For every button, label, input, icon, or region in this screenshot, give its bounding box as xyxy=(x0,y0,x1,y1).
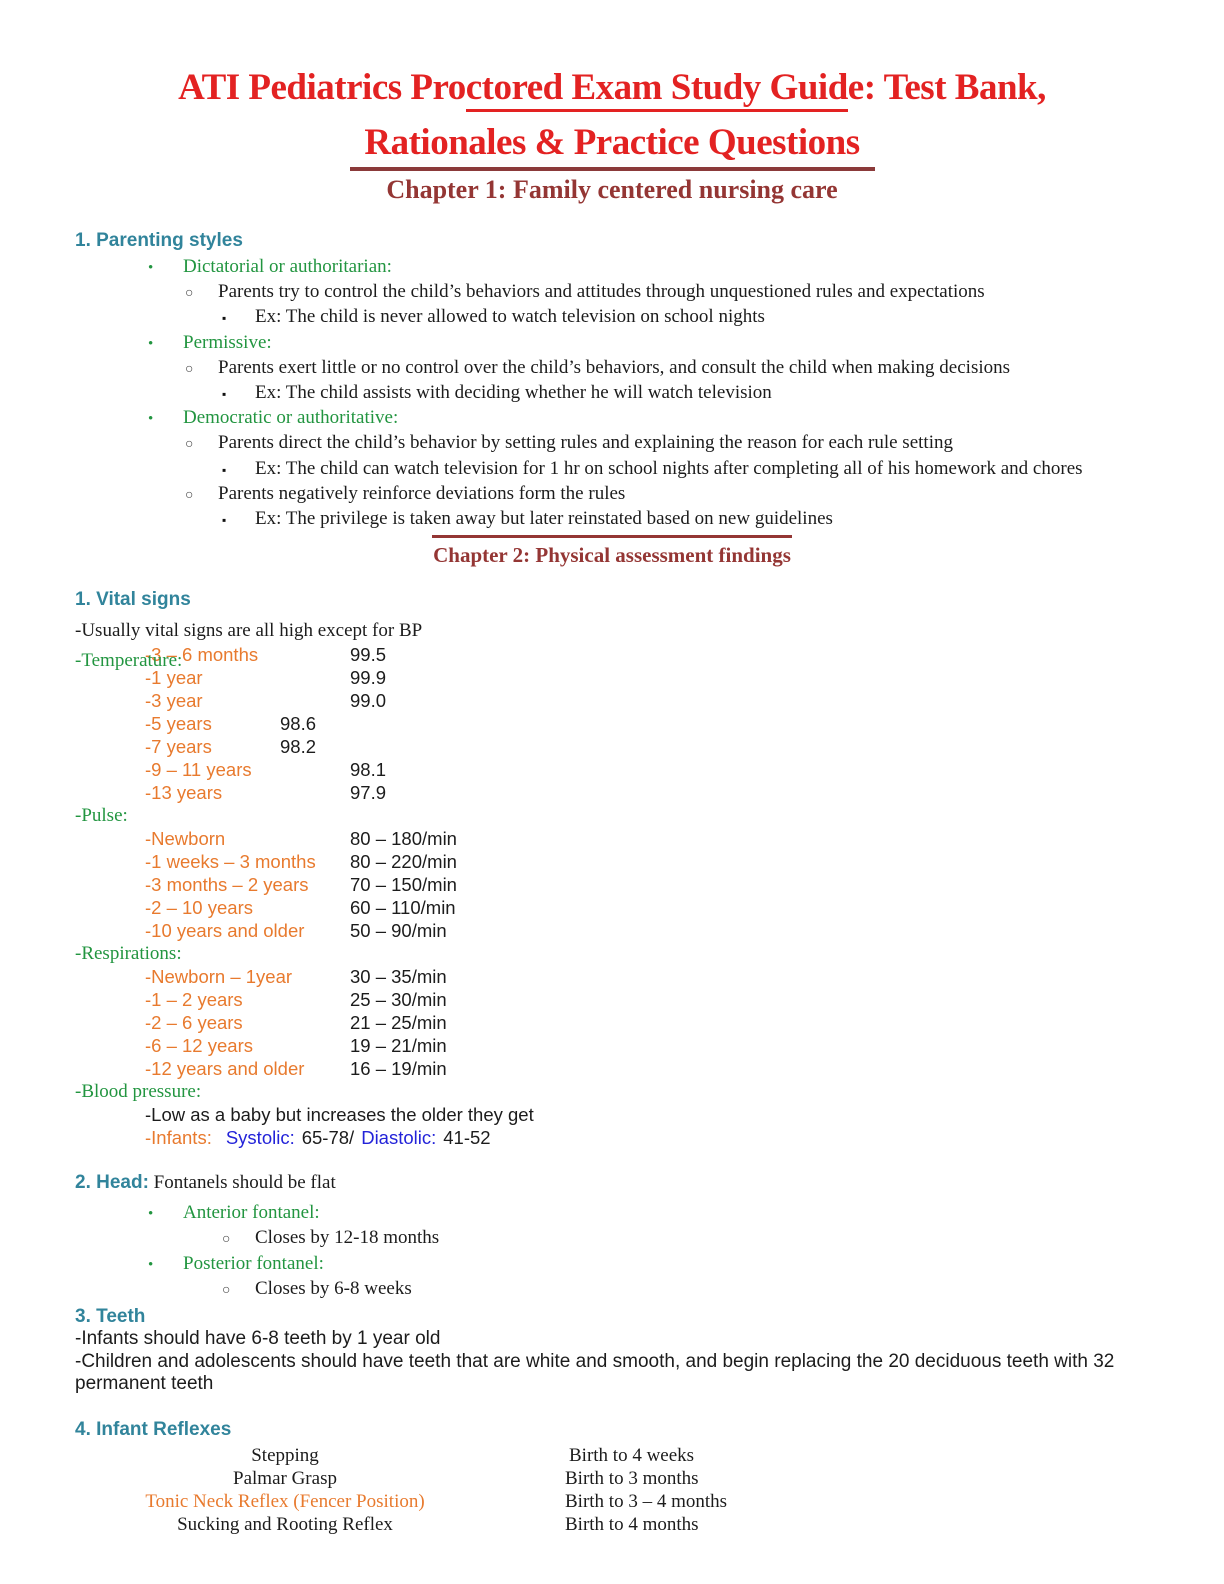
vital-value: 19 – 21/min xyxy=(350,1035,447,1057)
vital-value: 99.0 xyxy=(350,690,387,712)
head-bullet-list xyxy=(75,1201,1184,1302)
vital-age-label: -3 months – 2 years xyxy=(145,874,309,896)
reflex-row xyxy=(75,1444,1184,1467)
reflex-row xyxy=(75,1467,1184,1490)
section-heading-infant-reflexes: 4. Infant Reflexes xyxy=(75,1418,232,1440)
vital-value: 21 – 25/min xyxy=(350,1012,447,1034)
bp-note: -Low as a baby but increases the older they get xyxy=(145,1104,534,1126)
title-underlined-text: ctored Exam Study Guid xyxy=(466,67,848,112)
reflex-row xyxy=(75,1490,1184,1513)
title-divider-rule xyxy=(350,167,875,171)
bullet-item xyxy=(75,1277,1184,1302)
bullet-item xyxy=(75,457,1184,482)
systolic-value: 65-78/ xyxy=(301,1127,355,1149)
vital-row xyxy=(75,1057,1184,1080)
bp-infants-row xyxy=(75,1126,1184,1149)
vitals-table xyxy=(75,643,1184,1149)
vital-age-label: -6 – 12 years xyxy=(145,1035,253,1057)
vital-age-label: -Newborn – 1year xyxy=(145,966,293,988)
vital-value: 80 – 220/min xyxy=(350,851,457,873)
bullet-text: Parents exert little or no control over the child’s behaviors, and consult the child when making decisions xyxy=(218,356,1011,378)
bullet-item xyxy=(75,280,1184,305)
vital-age-label: -1 – 2 years xyxy=(145,989,243,1011)
content-column xyxy=(0,588,1224,1536)
vital-value: 70 – 150/min xyxy=(350,874,457,896)
reflex-age: Birth to 3 – 4 months xyxy=(565,1491,728,1513)
reflex-table xyxy=(75,1444,1184,1537)
bullet-item xyxy=(75,406,1184,431)
parenting-style-label: Permissive: xyxy=(183,331,272,353)
vital-row xyxy=(75,850,1184,873)
reflex-age: Birth to 4 months xyxy=(565,1514,699,1536)
vital-row xyxy=(75,689,1184,712)
fontanel-note: Closes by 12-18 months xyxy=(255,1227,440,1249)
bullet-dot-icon: • xyxy=(148,1256,154,1273)
bp-note-row xyxy=(75,1103,1184,1126)
vital-age-label: -2 – 10 years xyxy=(145,897,253,919)
bullet-text: Parents direct the child’s behavior by setting rules and explaining the reason for each rule setting xyxy=(218,432,953,454)
respirations-label: -Respirations: xyxy=(75,943,182,965)
vital-value: 98.6 xyxy=(280,713,317,735)
section-heading-vital-signs: 1. Vital signs xyxy=(75,589,191,611)
reflex-age: Birth to 4 weeks xyxy=(569,1444,695,1466)
section-heading-parenting-styles: 1. Parenting styles xyxy=(75,230,243,251)
reflex-row xyxy=(75,1513,1184,1536)
section-heading-head xyxy=(75,1171,1184,1195)
bullet-text: Parents negatively reinforce deviations form the rules xyxy=(218,482,626,504)
vital-value: 16 – 19/min xyxy=(350,1058,447,1080)
reflex-name: Stepping xyxy=(251,1444,319,1466)
example-text: Ex: The child is never allowed to watch television on school nights xyxy=(255,306,765,328)
vital-age-label: -13 years xyxy=(145,782,223,804)
vital-row xyxy=(75,827,1184,850)
diastolic-value: 41-52 xyxy=(443,1127,491,1149)
vital-value: 98.1 xyxy=(350,759,387,781)
vital-age-label: -2 – 6 years xyxy=(145,1012,243,1034)
vital-age-label: -3 – 6 months xyxy=(145,644,259,666)
vital-row xyxy=(75,1034,1184,1057)
vital-row xyxy=(75,919,1184,942)
bp-infants-label: -Infants: xyxy=(145,1127,212,1149)
vital-row xyxy=(75,988,1184,1011)
fontanel-label: Posterior fontanel: xyxy=(183,1252,324,1274)
title-text-pre: ATI Pediatrics Pro xyxy=(178,67,466,108)
circle-bullet-icon: ○ xyxy=(222,1232,231,1248)
head-heading-label: 2. Head: xyxy=(75,1172,149,1194)
vital-row xyxy=(75,1011,1184,1034)
vitals-intro-note: -Usually vital signs are all high except for BP xyxy=(75,620,423,642)
section-heading-teeth: 3. Teeth xyxy=(75,1306,146,1328)
bullet-item xyxy=(75,255,1184,280)
circle-bullet-icon: ○ xyxy=(185,487,194,503)
vital-value: 80 – 180/min xyxy=(350,828,457,850)
parenting-style-label: Dictatorial or authoritarian: xyxy=(183,256,392,277)
reflex-age: Birth to 3 months xyxy=(565,1468,699,1490)
vital-age-label: -10 years and older xyxy=(145,920,305,942)
vital-row xyxy=(75,643,1184,666)
bullet-item xyxy=(75,431,1184,456)
square-bullet-icon: ▪ xyxy=(222,311,227,326)
vital-value: 97.9 xyxy=(350,782,387,804)
reflex-name: Palmar Grasp xyxy=(233,1468,337,1490)
reflex-name: Sucking and Rooting Reflex xyxy=(177,1514,393,1536)
systolic-label: Systolic: xyxy=(225,1127,295,1149)
teeth-note-line: -Infants should have 6-8 teeth by 1 year old xyxy=(75,1328,441,1350)
vital-row xyxy=(75,781,1184,804)
example-text: Ex: The child assists with deciding whether he will watch television xyxy=(255,382,772,404)
title-text-post: e: Test Bank, xyxy=(847,67,1046,108)
bullet-dot-icon: • xyxy=(148,1206,154,1223)
circle-bullet-icon: ○ xyxy=(185,361,194,377)
vital-value: 25 – 30/min xyxy=(350,989,447,1011)
bullet-item xyxy=(75,1201,1184,1226)
vital-value: 60 – 110/min xyxy=(350,897,456,919)
parenting-style-label: Democratic or authoritative: xyxy=(183,407,399,429)
document-title-line-2: Rationales & Practice Questions xyxy=(364,122,860,163)
bullet-item xyxy=(75,356,1184,381)
chapter-2-heading: Chapter 2: Physical assessment findings xyxy=(433,543,791,568)
reflex-name: Tonic Neck Reflex (Fencer Position) xyxy=(145,1491,425,1513)
vital-age-label: -3 year xyxy=(145,690,203,712)
fontanel-note: Closes by 6-8 weeks xyxy=(255,1277,412,1299)
vital-row xyxy=(75,758,1184,781)
teeth-note-line: -Children and adolescents should have teeth that are white and smooth, and begin replacing the 20 deciduous teeth with 32 xyxy=(75,1350,1115,1372)
vital-age-label: -5 years xyxy=(145,713,212,735)
pulse-label: -Pulse: xyxy=(75,805,128,827)
temperature-label: -Temperature: xyxy=(75,650,183,672)
teeth-note-line: permanent teeth xyxy=(75,1373,214,1395)
bullet-text: Parents try to control the child’s behaviors and attitudes through unquestioned rules and expectations xyxy=(218,281,985,303)
vital-age-label: -7 years xyxy=(145,736,212,758)
bullet-item xyxy=(75,381,1184,406)
chapter-2-divider-rule xyxy=(432,535,792,538)
vital-age-label: -1 weeks – 3 months xyxy=(145,851,316,873)
fontanel-label: Anterior fontanel: xyxy=(183,1202,320,1224)
vital-value: 99.5 xyxy=(350,644,387,666)
bullet-dot-icon: • xyxy=(148,411,154,428)
bullet-dot-icon: • xyxy=(148,335,154,352)
square-bullet-icon: ▪ xyxy=(222,462,227,477)
vital-value: 99.9 xyxy=(350,667,387,689)
bullet-dot-icon: • xyxy=(148,260,154,276)
vital-value: 98.2 xyxy=(280,736,317,758)
bullet-item xyxy=(75,482,1184,507)
bullet-item xyxy=(75,1252,1184,1277)
parenting-bullet-list xyxy=(75,255,1184,532)
vital-row xyxy=(75,896,1184,919)
bullet-item xyxy=(75,331,1184,356)
bullet-item xyxy=(75,507,1184,532)
chapter-1-heading: Chapter 1: Family centered nursing care xyxy=(386,175,838,204)
head-heading-note: Fontanels should be flat xyxy=(153,1172,336,1194)
example-text: Ex: The child can watch television for 1 hr on school nights after completing all of his homework and chores xyxy=(255,457,1083,479)
diastolic-label: Diastolic: xyxy=(361,1127,437,1149)
vital-age-label: -12 years and older xyxy=(145,1058,305,1080)
vital-value: 50 – 90/min xyxy=(350,920,447,942)
circle-bullet-icon: ○ xyxy=(185,286,194,302)
vital-row xyxy=(75,712,1184,735)
vital-row xyxy=(75,873,1184,896)
vital-row xyxy=(75,965,1184,988)
vital-row xyxy=(75,735,1184,758)
square-bullet-icon: ▪ xyxy=(222,513,227,528)
vital-value: 30 – 35/min xyxy=(350,966,447,988)
document-title-line-1 xyxy=(0,0,1224,108)
square-bullet-icon: ▪ xyxy=(222,387,227,402)
bullet-item xyxy=(75,305,1184,330)
circle-bullet-icon: ○ xyxy=(222,1282,231,1298)
vital-age-label: -9 – 11 years xyxy=(145,759,252,781)
content-column xyxy=(0,229,1224,532)
vital-age-label: -Newborn xyxy=(145,828,226,850)
bullet-item xyxy=(75,1226,1184,1251)
example-text: Ex: The privilege is taken away but later reinstated based on new guidelines xyxy=(255,508,833,530)
vital-age-label: -1 year xyxy=(145,667,203,689)
blood-pressure-label: -Blood pressure: xyxy=(75,1081,202,1103)
circle-bullet-icon: ○ xyxy=(185,437,194,453)
vital-row xyxy=(75,666,1184,689)
